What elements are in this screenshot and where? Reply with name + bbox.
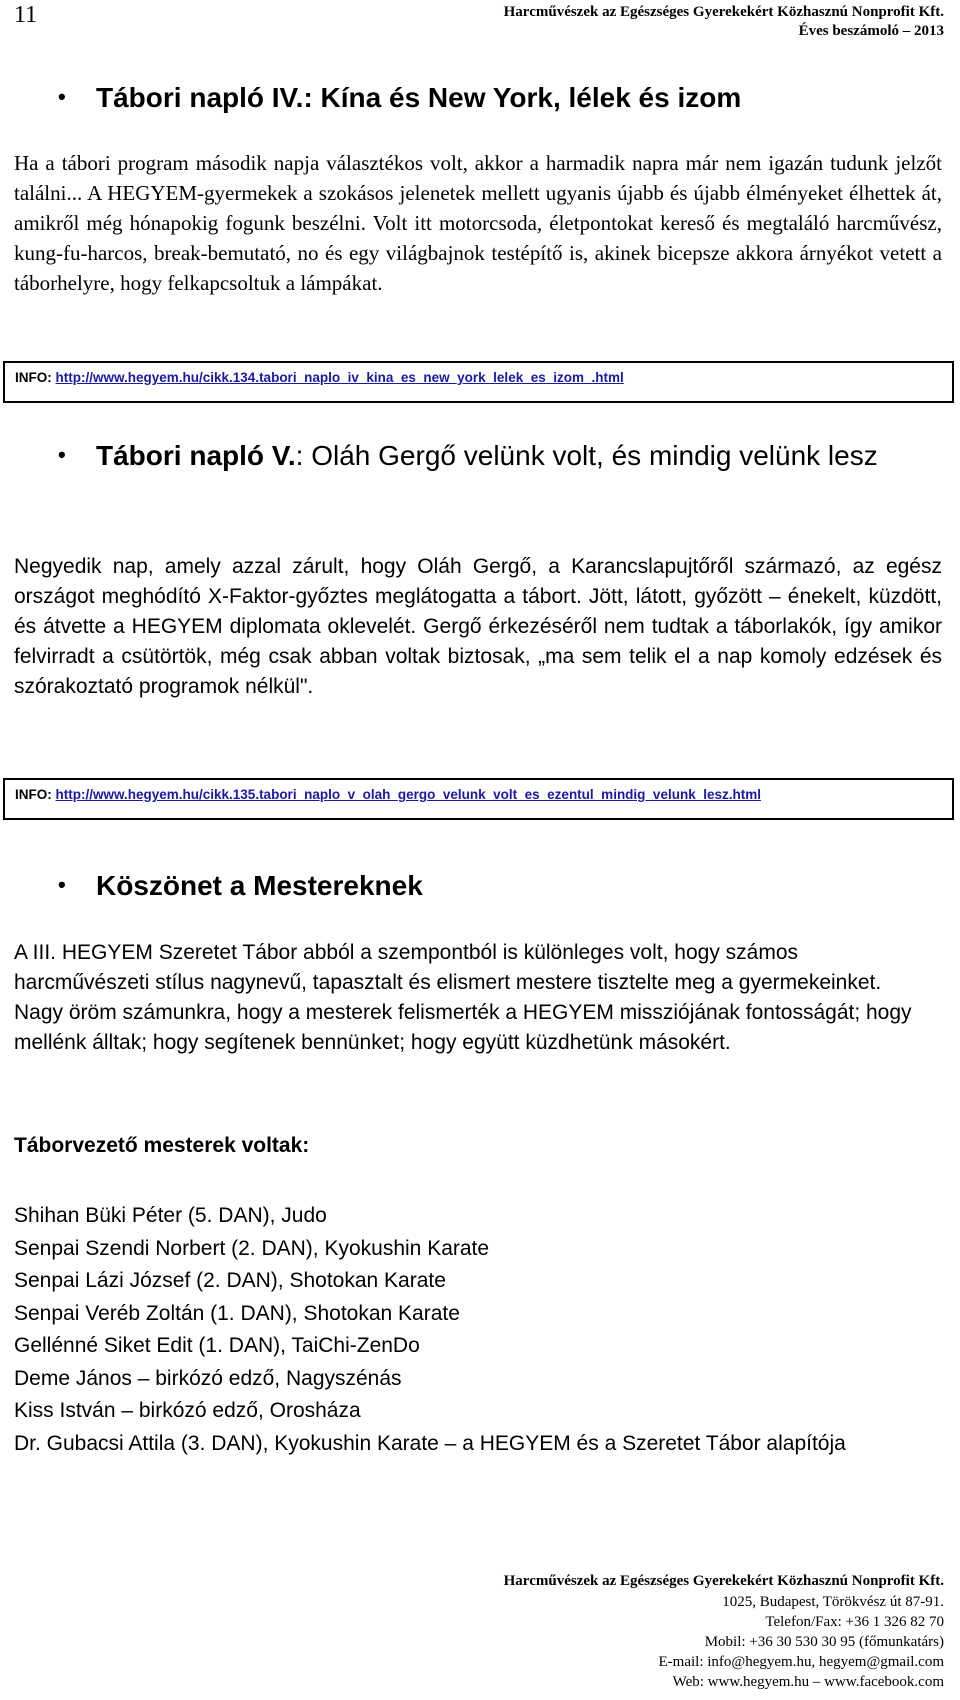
header-organization: Harcművészek az Egészséges Gyerekekért Közhasznú Nonprofit Kft. <box>503 4 944 20</box>
list-item: Gellénné Siket Edit (1. DAN), TaiChi-ZenDo <box>14 1334 420 1357</box>
section-heading-2 <box>58 440 878 472</box>
bullet-icon: • <box>58 442 66 467</box>
info-link-2[interactable]: http://www.hegyem.hu/cikk.135.tabori_naplo_v_olah_gergo_velunk_volt_es_ezentul_mindig_velunk_lesz.html <box>55 787 761 802</box>
info-box-2 <box>3 778 954 820</box>
list-item: Senpai Veréb Zoltán (1. DAN), Shotokan Karate <box>14 1301 460 1325</box>
bullet-icon: • <box>58 872 66 897</box>
info-link-1[interactable]: http://www.hegyem.hu/cikk.134.tabori_naplo_iv_kina_es_new_york_lelek_es_izom_.html <box>55 370 624 385</box>
info-box-1 <box>3 361 954 403</box>
footer-email: E-mail: info@hegyem.hu, hegyem@gmail.com <box>658 1654 944 1670</box>
leaders-title: Táborvezető mesterek voltak: <box>14 1134 310 1157</box>
section-paragraph-3: A III. HEGYEM Szeretet Tábor abból a szempontból is különleges volt, hogy számos harcművészeti stílus nagynevű, tapasztalt és elismert mestere tisztelte meg a gyermekeinket. Nagy öröm számunkra, hogy a mesterek felismerték a HEGYEM missziójának fontosságát; hogy mellénk álltak; hogy segítenek bennünket; hogy együtt küzdhetünk másokért. <box>14 941 912 1054</box>
section-heading-2-rest: : Oláh Gergő velünk volt, és mindig velünk lesz <box>295 440 878 471</box>
masters-list <box>14 1200 914 1460</box>
footer-web: Web: www.hegyem.hu – www.facebook.com <box>672 1674 944 1690</box>
footer-organization: Harcművészek az Egészséges Gyerekekért Közhasznú Nonprofit Kft. <box>503 1573 944 1589</box>
list-item: Dr. Gubacsi Attila (3. DAN), Kyokushin Karate – a HEGYEM és a Szeretet Tábor alapítója <box>14 1431 846 1455</box>
section-heading-3 <box>58 870 423 902</box>
list-item: Senpai Szendi Norbert (2. DAN), Kyokushin Karate <box>14 1236 490 1260</box>
footer-phone: Telefon/Fax: +36 1 326 82 70 <box>765 1614 944 1630</box>
header-report-title: Éves beszámoló – 2013 <box>798 23 944 39</box>
info-label: INFO: <box>15 370 52 385</box>
section-paragraph-1: Ha a tábori program második napja választékos volt, akkor a harmadik napra már nem igazán tudunk jelzőt találni... A HEGYEM-gyermekek a szokásos jelenetek mellett ugyanis újabb és újabb élményeket élhettek át, amikről még hónapokig fogunk beszélni. Volt itt motorcsoda, életpontokat kereső és megtaláló harcművész, kung-fu-harcos, break-bemutató, no és egy világbajnok testépítő is, akinek bicepsze akkora árnyékot vetett a táborhelyre, hogy felkapcsoltuk a lámpákat. <box>14 151 942 295</box>
footer-mobile: Mobil: +36 30 530 30 95 (főmunkatárs) <box>704 1634 944 1650</box>
page-number: 11 <box>14 2 38 28</box>
list-item: Shihan Büki Péter (5. DAN), Judo <box>14 1204 327 1227</box>
footer-address: 1025, Budapest, Törökvész út 87-91. <box>722 1594 944 1610</box>
bullet-icon: • <box>58 84 66 109</box>
list-item: Kiss István – birkózó edző, Orosháza <box>14 1399 361 1422</box>
section-paragraph-2: Negyedik nap, amely azzal zárult, hogy Oláh Gergő, a Karancslapujtőről származó, az egész országot meghódító X-Faktor-győztes meglátogatta a tábort. Jött, látott, győzött – énekelt, küzdött, és átvette a HEGYEM diplomata oklevelét. Gergő érkezéséről nem tudtak a táborlakók, így amikor felvirradt a csütörtök, még csak abban voltak biztosak, „ma sem telik el a nap komoly edzések és szórakoztató programok nélkül". <box>14 555 942 698</box>
section-heading-2-bold: Tábori napló V. <box>96 440 296 471</box>
list-item: Deme János – birkózó edző, Nagyszénás <box>14 1366 402 1390</box>
section-heading-1-text: Tábori napló IV.: Kína és New York, lélek és izom <box>96 82 742 113</box>
list-item: Senpai Lázi József (2. DAN), Shotokan Karate <box>14 1269 446 1292</box>
section-heading-3-text: Köszönet a Mestereknek <box>96 870 423 901</box>
section-heading-1 <box>58 82 741 114</box>
info-label: INFO: <box>15 787 52 802</box>
